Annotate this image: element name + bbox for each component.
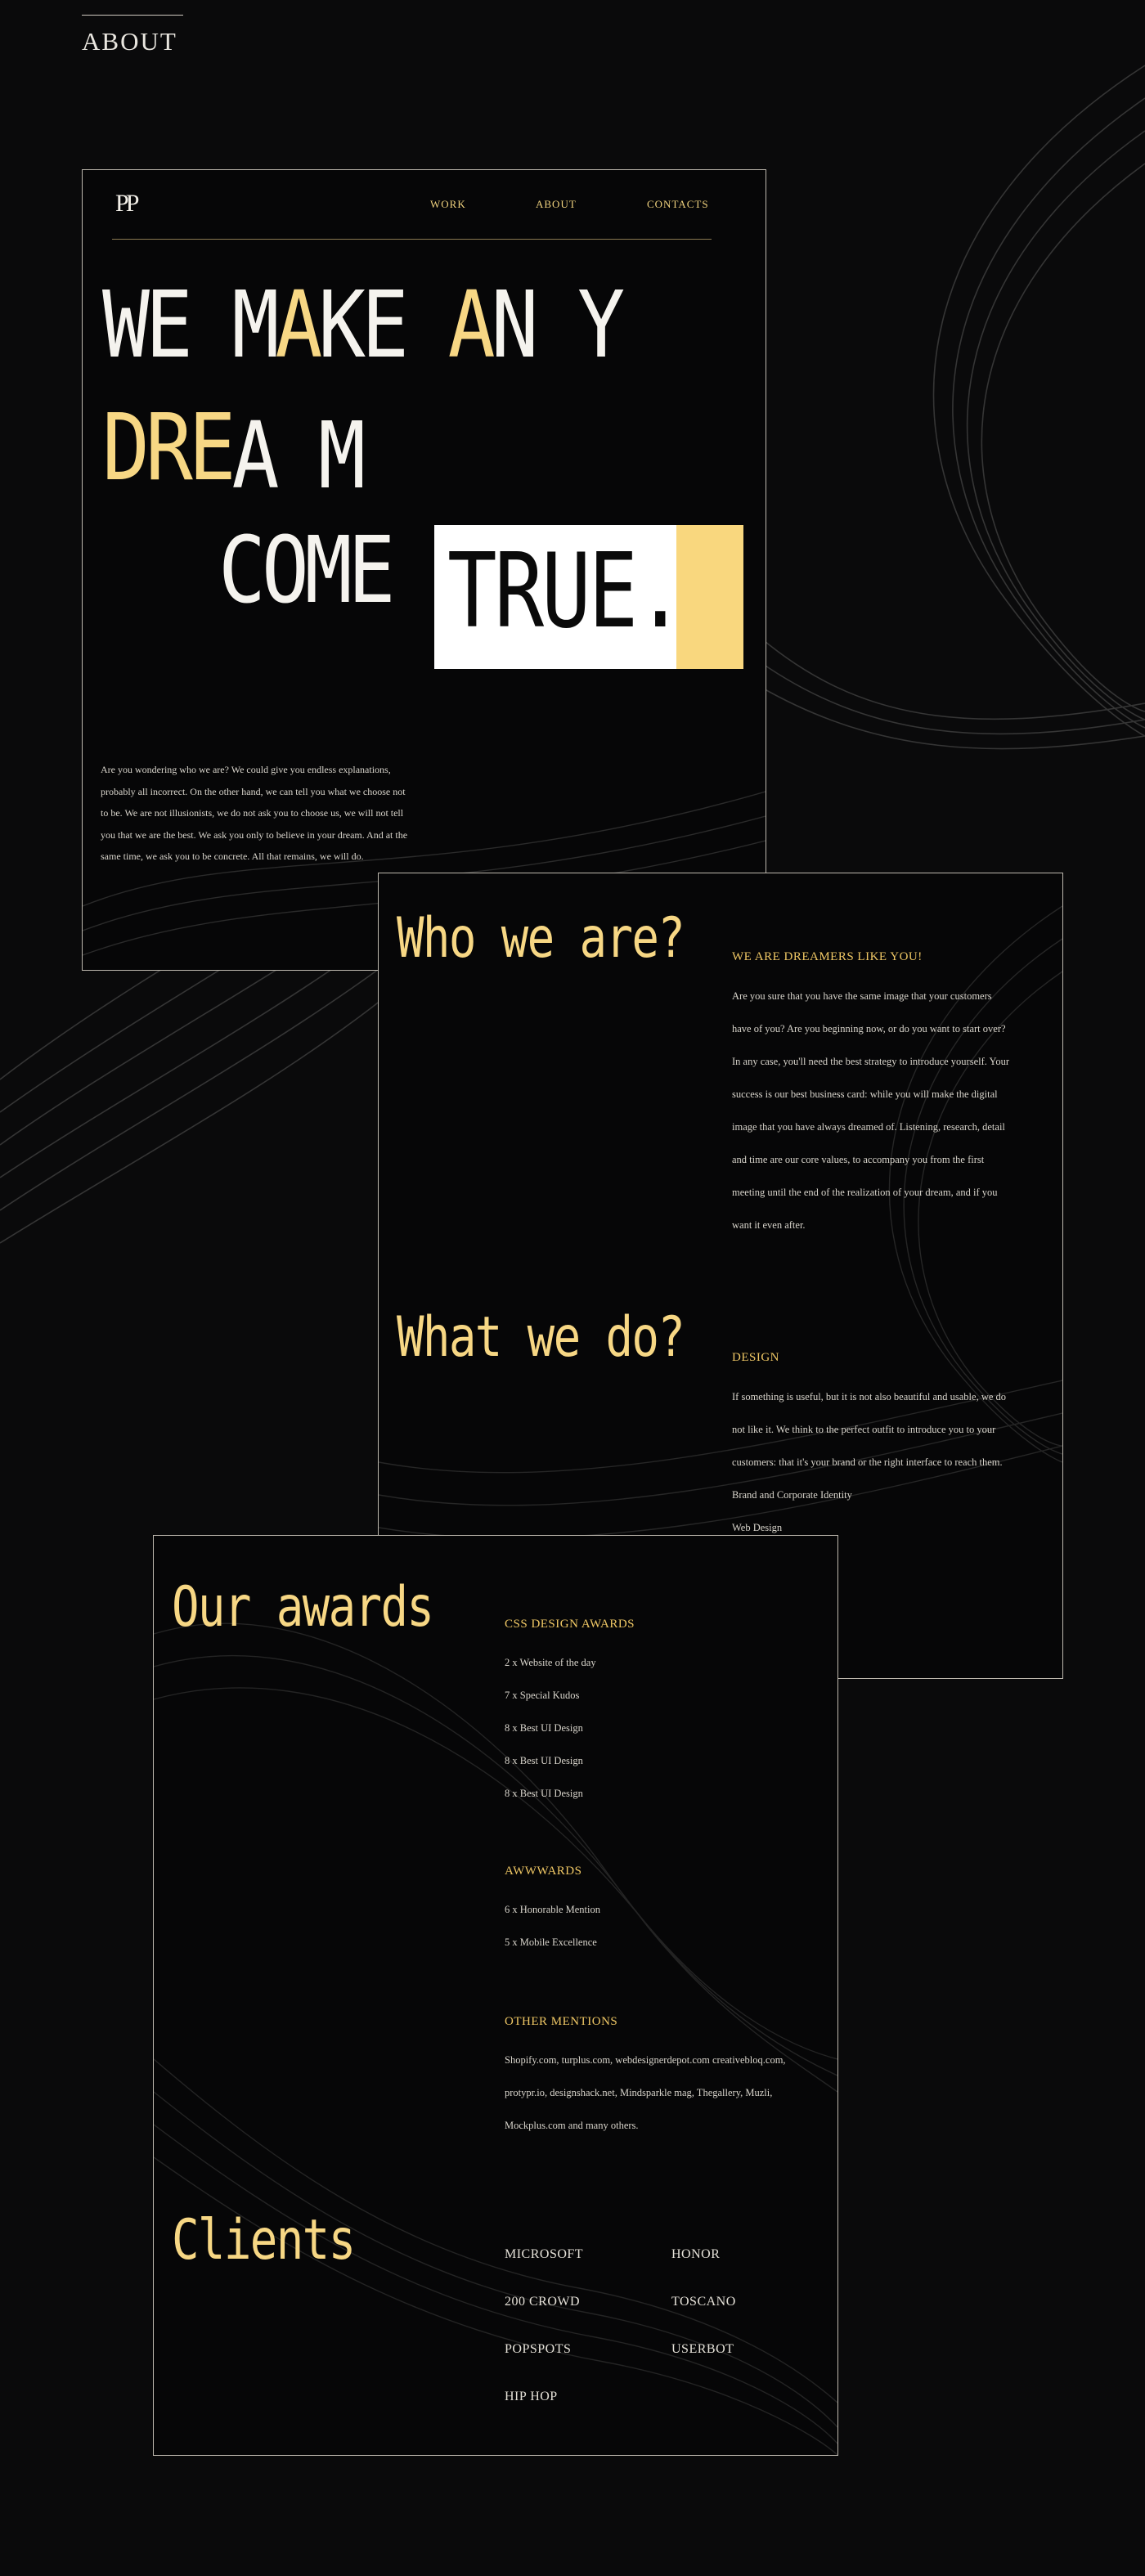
- nav-about[interactable]: ABOUT: [536, 198, 577, 210]
- other-mentions-line: Mockplus.com and many others.: [505, 2120, 639, 2131]
- clients-title: Clients: [172, 2208, 355, 2273]
- who-line: meeting until the end of the realization of your dream, and if you: [732, 1187, 998, 1198]
- who-title: Who we are?: [397, 906, 685, 971]
- nav-divider: [112, 239, 712, 240]
- hero-card: [82, 169, 766, 971]
- award-item: 6 x Honorable Mention: [505, 1904, 600, 1915]
- brand-logo[interactable]: PP: [115, 190, 137, 217]
- nav-contacts[interactable]: CONTACTS: [647, 198, 709, 210]
- headline-line-1: WE MAKE AN Y: [102, 272, 621, 379]
- who-line: In any case, you'll need the best strategy to introduce yourself. Your: [732, 1056, 1009, 1067]
- headline-line-2: DREA M: [102, 395, 361, 509]
- award-item: 8 x Best UI Design: [505, 1788, 583, 1799]
- other-mentions-line: Shopify.com, turplus.com, webdesignerdepot.com creativebloq.com,: [505, 2054, 786, 2066]
- nav-work[interactable]: WORK: [430, 198, 466, 210]
- what-item: Web Design: [732, 1522, 783, 1533]
- who-line: have of you? Are you beginning now, or do you want to start over?: [732, 1023, 1006, 1034]
- award-item: 8 x Best UI Design: [505, 1755, 583, 1766]
- awards-group-heading: CSS DESIGN AWARDS: [505, 1618, 635, 1631]
- other-mentions-heading: OTHER MENTIONS: [505, 2015, 618, 2028]
- about-rule: [82, 15, 183, 16]
- page-title: ABOUT: [82, 27, 177, 56]
- headline-line-3: COME: [218, 518, 392, 624]
- what-item: Brand and Corporate Identity: [732, 1489, 852, 1501]
- who-line: image that you have always dreamed of. Listening, research, detail: [732, 1121, 1005, 1133]
- who-line: Are you sure that you have the same image that your customers: [732, 990, 992, 1002]
- client-item: HONOR: [671, 2247, 721, 2261]
- what-title: What we do?: [397, 1305, 685, 1370]
- award-item: 8 x Best UI Design: [505, 1722, 583, 1734]
- what-line: If something is useful, but it is not also beautiful and usable, we do: [732, 1391, 1007, 1402]
- award-item: 2 x Website of the day: [505, 1657, 596, 1668]
- about-header: [82, 15, 183, 56]
- client-item: MICROSOFT: [505, 2247, 584, 2261]
- what-line: customers: that it's your brand or the right interface to reach them.: [732, 1456, 1003, 1468]
- client-item: POPSPOTS: [505, 2342, 572, 2356]
- what-subhead: DESIGN: [732, 1351, 779, 1364]
- awards-title: Our awards: [172, 1575, 433, 1640]
- awards-group-heading: AWWWARDS: [505, 1865, 582, 1878]
- who-subhead: WE ARE DREAMERS LIKE YOU!: [732, 950, 923, 963]
- award-item: 7 x Special Kudos: [505, 1690, 580, 1701]
- client-item: 200 CROWD: [505, 2295, 581, 2309]
- who-line: success is our best business card: while you will make the digital: [732, 1088, 998, 1100]
- client-item: HIP HOP: [505, 2390, 558, 2403]
- awards-card: [153, 1535, 838, 2456]
- what-line: not like it. We think to the perfect outfit to introduce you to your: [732, 1424, 996, 1435]
- client-item: TOSCANO: [671, 2295, 736, 2309]
- who-line: and time are our core values, to accompany you from the first: [732, 1154, 985, 1165]
- true-accent-block: [676, 525, 743, 669]
- other-mentions-line: protypr.io, designshack.net, Mindsparkle mag, Thegallery, Muzli,: [505, 2087, 773, 2098]
- headline-true: TRUE.: [447, 531, 683, 651]
- award-item: 5 x Mobile Excellence: [505, 1936, 597, 1948]
- hero-paragraph: Are you wondering who we are? We could give you endless explanations, probably all incorrect. On the other hand, we can tell you what we choose not to be. We are not illusionists, we do not ask you to choose us, we will not tell you that we are the best. We ask you only to believe in your dream. And at the same time, we ask you to be concrete. All that remains, we will do.: [101, 764, 408, 862]
- client-item: USERBOT: [671, 2342, 734, 2356]
- who-line: want it even after.: [732, 1219, 806, 1231]
